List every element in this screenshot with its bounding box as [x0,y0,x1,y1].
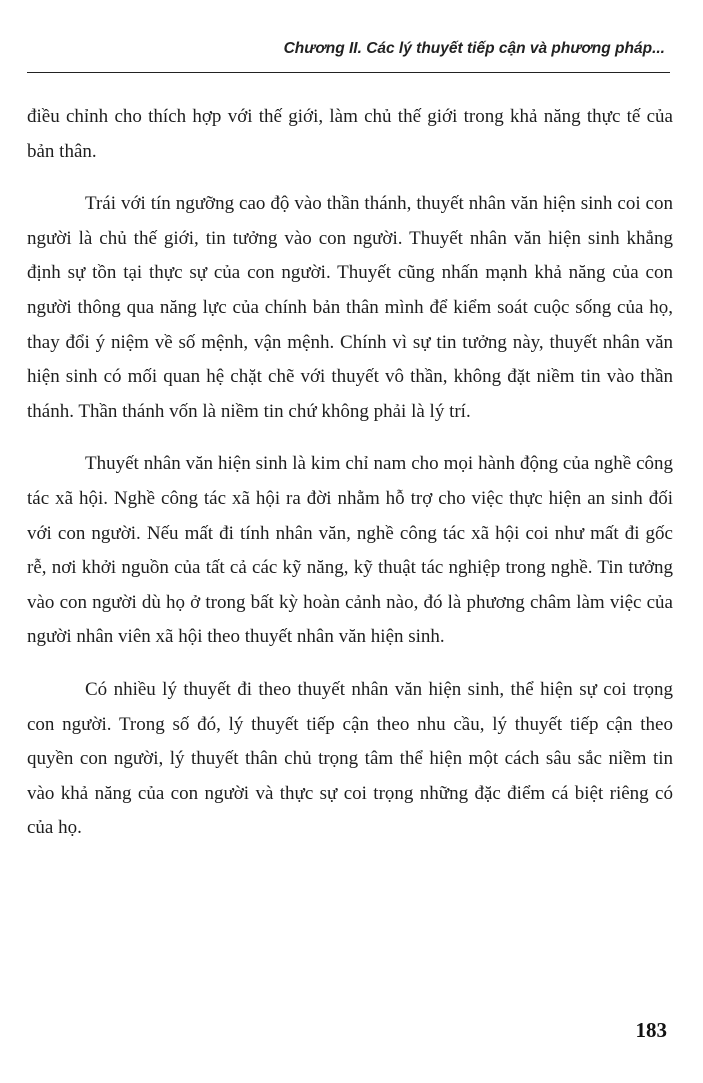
page-number: 183 [635,1018,667,1042]
paragraph-continuation: điều chỉnh cho thích hợp với thế giới, làm chủ thế giới trong khả năng thực tế của bản thân. [27,106,673,162]
header-rule [27,72,670,73]
body-text [27,100,673,846]
running-header: Chương II. Các lý thuyết tiếp cận và phương pháp... [283,40,665,57]
paragraph: Có nhiều lý thuyết đi theo thuyết nhân văn hiện sinh, thể hiện sự coi trọng con người. Trong số đó, lý thuyết tiếp cận theo nhu cầu, lý thuyết tiếp cận theo quyền con người, lý thuyết thân chủ trọng tâm thể hiện một cách sâu sắc niềm tin vào khả năng của con người và thực sự coi trọng những đặc điểm cá biệt riêng có của họ. [27,678,673,839]
paragraph: Trái với tín ngưỡng cao độ vào thần thánh, thuyết nhân văn hiện sinh coi con người là chủ thế giới, tin tưởng vào con người. Thuyết nhân văn hiện sinh khẳng định sự tồn tại thực sự của con người. Thuyết cũng nhấn mạnh khả năng của con người thông qua năng lực của chính bản thân mình để kiểm soát cuộc sống của họ, thay đổi ý niệm về số mệnh, vận mệnh. Chính vì sự tin tưởng này, thuyết nhân văn hiện sinh có mối quan hệ chặt chẽ với thuyết vô thần, không đặt niềm tin vào thần thánh. Thần thánh vốn là niềm tin chứ không phải là lý trí. [27,193,673,422]
paragraph: Thuyết nhân văn hiện sinh là kim chỉ nam cho mọi hành động của nghề công tác xã hội. Nghề công tác xã hội ra đời nhằm hỗ trợ cho việc thực hiện an sinh đối với con người. Nếu mất đi tính nhân văn, nghề công tác xã hội coi như mất đi gốc rễ, nơi khởi nguồn của tất cả các kỹ năng, kỹ thuật tác nghiệp trong nghề. Tin tưởng vào con người dù họ ở trong bất kỳ hoàn cảnh nào, đó là phương châm làm việc của người nhân viên xã hội theo thuyết nhân văn hiện sinh. [27,453,673,648]
